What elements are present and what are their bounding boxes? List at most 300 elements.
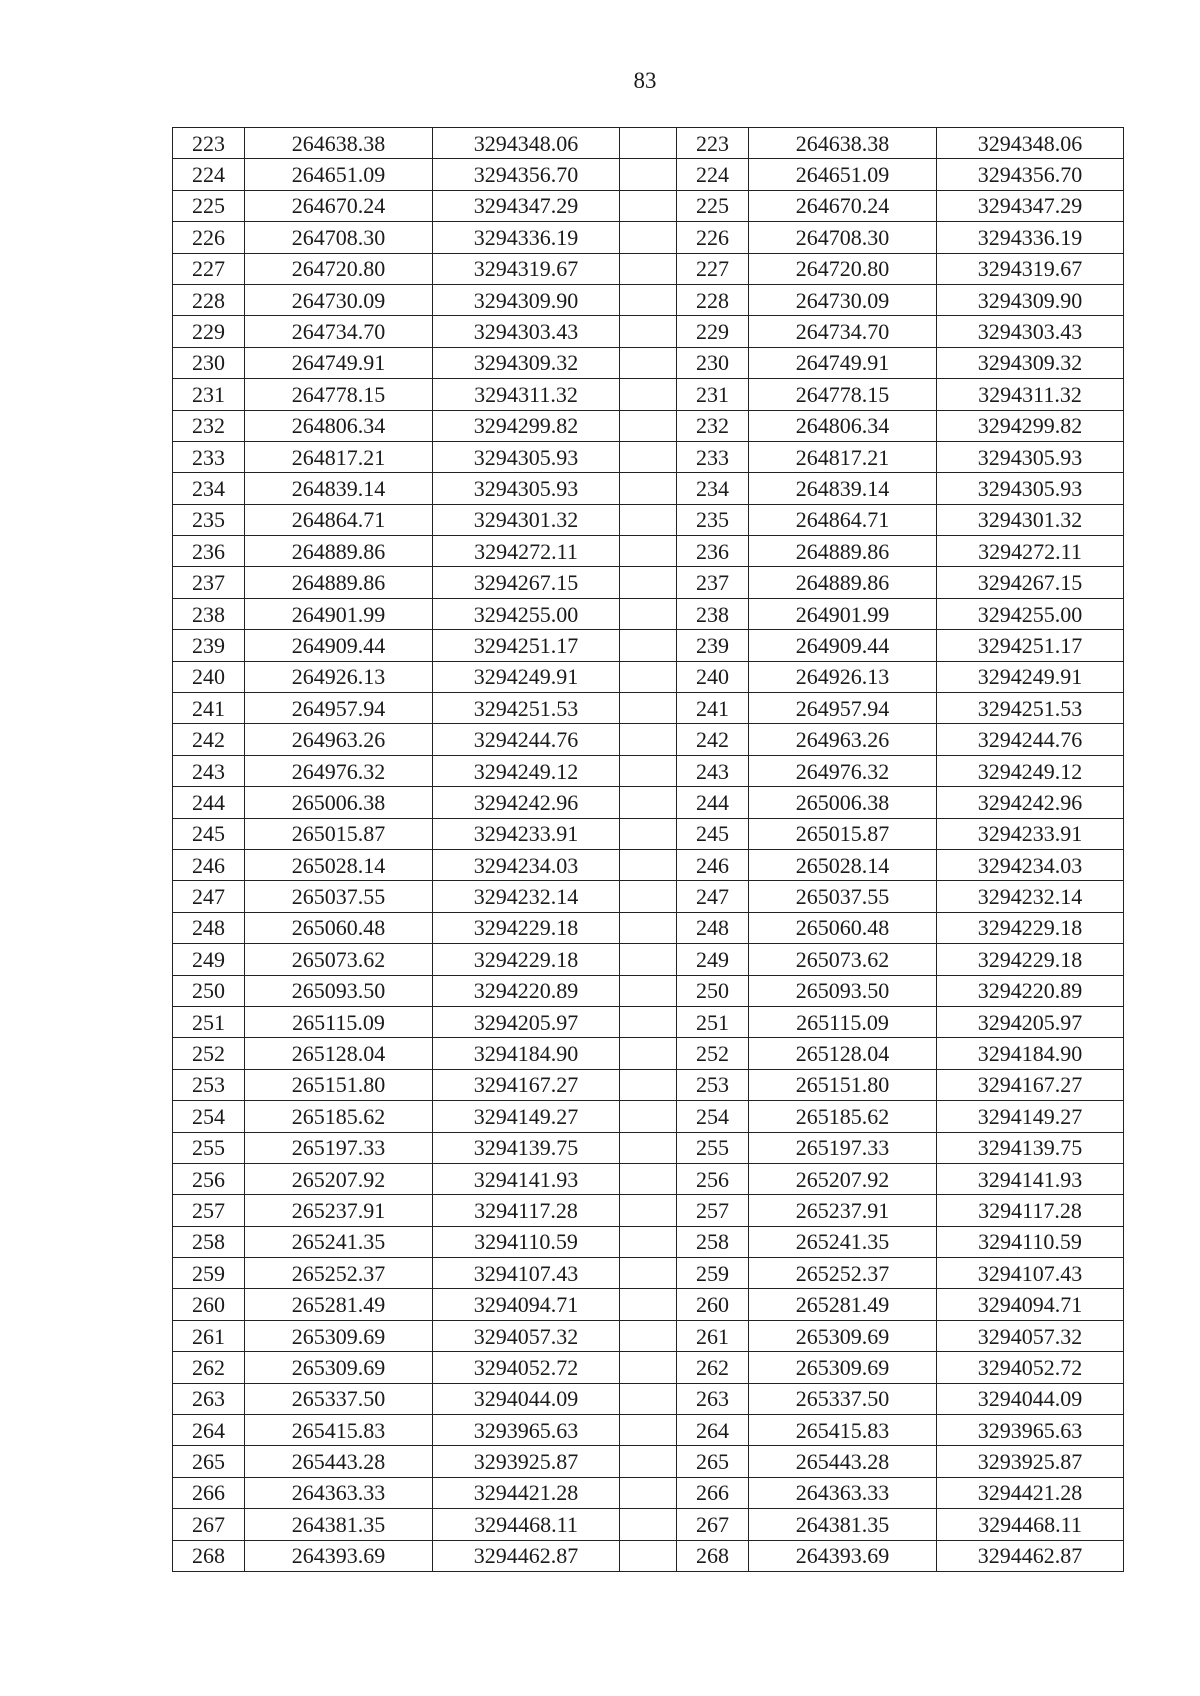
right-y-coordinate: 3294229.18 xyxy=(937,944,1124,975)
right-y-coordinate: 3294141.93 xyxy=(937,1163,1124,1194)
right-point-number: 257 xyxy=(677,1195,749,1226)
left-x-coordinate: 264839.14 xyxy=(245,473,433,504)
right-x-coordinate: 265037.55 xyxy=(749,881,937,912)
left-x-coordinate: 265252.37 xyxy=(245,1258,433,1289)
blank-separator-cell xyxy=(620,1226,677,1257)
right-y-coordinate: 3294299.82 xyxy=(937,410,1124,441)
left-point-number: 257 xyxy=(173,1195,245,1226)
left-point-number: 234 xyxy=(173,473,245,504)
blank-separator-cell xyxy=(620,1289,677,1320)
blank-separator-cell xyxy=(620,1038,677,1069)
left-y-coordinate: 3294267.15 xyxy=(433,567,620,598)
blank-separator-cell xyxy=(620,284,677,315)
right-x-coordinate: 264909.44 xyxy=(749,630,937,661)
blank-separator-cell xyxy=(620,1477,677,1508)
right-point-number: 262 xyxy=(677,1352,749,1383)
blank-separator-cell xyxy=(620,253,677,284)
left-y-coordinate: 3294229.18 xyxy=(433,944,620,975)
right-x-coordinate: 264806.34 xyxy=(749,410,937,441)
right-x-coordinate: 264901.99 xyxy=(749,598,937,629)
left-point-number: 255 xyxy=(173,1132,245,1163)
right-point-number: 243 xyxy=(677,755,749,786)
table-row xyxy=(173,724,1124,755)
right-x-coordinate: 265415.83 xyxy=(749,1415,937,1446)
right-x-coordinate: 265252.37 xyxy=(749,1258,937,1289)
right-x-coordinate: 264926.13 xyxy=(749,661,937,692)
right-y-coordinate: 3294094.71 xyxy=(937,1289,1124,1320)
right-x-coordinate: 265237.91 xyxy=(749,1195,937,1226)
table-row xyxy=(173,598,1124,629)
left-point-number: 226 xyxy=(173,222,245,253)
left-y-coordinate: 3294044.09 xyxy=(433,1383,620,1414)
left-point-number: 232 xyxy=(173,410,245,441)
blank-separator-cell xyxy=(620,1540,677,1571)
blank-separator-cell xyxy=(620,441,677,472)
left-point-number: 235 xyxy=(173,504,245,535)
right-point-number: 265 xyxy=(677,1446,749,1477)
table-row xyxy=(173,630,1124,661)
right-point-number: 261 xyxy=(677,1320,749,1351)
left-y-coordinate: 3294336.19 xyxy=(433,222,620,253)
left-x-coordinate: 264889.86 xyxy=(245,536,433,567)
table-row xyxy=(173,912,1124,943)
right-x-coordinate: 264708.30 xyxy=(749,222,937,253)
left-x-coordinate: 264638.38 xyxy=(245,128,433,159)
right-y-coordinate: 3294249.91 xyxy=(937,661,1124,692)
right-point-number: 248 xyxy=(677,912,749,943)
right-point-number: 260 xyxy=(677,1289,749,1320)
right-y-coordinate: 3294052.72 xyxy=(937,1352,1124,1383)
left-y-coordinate: 3294233.91 xyxy=(433,818,620,849)
right-point-number: 230 xyxy=(677,347,749,378)
left-x-coordinate: 264864.71 xyxy=(245,504,433,535)
right-point-number: 236 xyxy=(677,536,749,567)
table-row xyxy=(173,379,1124,410)
left-y-coordinate: 3294232.14 xyxy=(433,881,620,912)
blank-separator-cell xyxy=(620,410,677,441)
right-point-number: 240 xyxy=(677,661,749,692)
right-y-coordinate: 3294110.59 xyxy=(937,1226,1124,1257)
right-point-number: 250 xyxy=(677,975,749,1006)
blank-separator-cell xyxy=(620,849,677,880)
right-x-coordinate: 265060.48 xyxy=(749,912,937,943)
blank-separator-cell xyxy=(620,1163,677,1194)
blank-separator-cell xyxy=(620,787,677,818)
left-point-number: 261 xyxy=(173,1320,245,1351)
right-y-coordinate: 3294044.09 xyxy=(937,1383,1124,1414)
left-point-number: 241 xyxy=(173,693,245,724)
right-y-coordinate: 3294220.89 xyxy=(937,975,1124,1006)
left-point-number: 243 xyxy=(173,755,245,786)
left-point-number: 228 xyxy=(173,284,245,315)
left-point-number: 236 xyxy=(173,536,245,567)
right-x-coordinate: 264778.15 xyxy=(749,379,937,410)
left-point-number: 231 xyxy=(173,379,245,410)
table-row xyxy=(173,661,1124,692)
right-y-coordinate: 3294272.11 xyxy=(937,536,1124,567)
table-row xyxy=(173,128,1124,159)
left-y-coordinate: 3294251.17 xyxy=(433,630,620,661)
left-point-number: 258 xyxy=(173,1226,245,1257)
blank-separator-cell xyxy=(620,473,677,504)
blank-separator-cell xyxy=(620,1383,677,1414)
table-row xyxy=(173,1258,1124,1289)
table-row xyxy=(173,567,1124,598)
right-x-coordinate: 265006.38 xyxy=(749,787,937,818)
left-point-number: 238 xyxy=(173,598,245,629)
left-x-coordinate: 265207.92 xyxy=(245,1163,433,1194)
left-y-coordinate: 3294299.82 xyxy=(433,410,620,441)
blank-separator-cell xyxy=(620,944,677,975)
right-y-coordinate: 3294319.67 xyxy=(937,253,1124,284)
left-x-coordinate: 265006.38 xyxy=(245,787,433,818)
coordinates-table xyxy=(172,127,1124,1572)
table-row xyxy=(173,1195,1124,1226)
left-y-coordinate: 3294094.71 xyxy=(433,1289,620,1320)
blank-separator-cell xyxy=(620,1132,677,1163)
left-y-coordinate: 3294305.93 xyxy=(433,441,620,472)
right-y-coordinate: 3294249.12 xyxy=(937,755,1124,786)
right-x-coordinate: 265309.69 xyxy=(749,1320,937,1351)
left-point-number: 262 xyxy=(173,1352,245,1383)
left-y-coordinate: 3294184.90 xyxy=(433,1038,620,1069)
table-row xyxy=(173,881,1124,912)
right-x-coordinate: 265207.92 xyxy=(749,1163,937,1194)
right-x-coordinate: 264381.35 xyxy=(749,1509,937,1540)
left-point-number: 233 xyxy=(173,441,245,472)
right-x-coordinate: 265128.04 xyxy=(749,1038,937,1069)
left-x-coordinate: 264963.26 xyxy=(245,724,433,755)
left-y-coordinate: 3294348.06 xyxy=(433,128,620,159)
table-row xyxy=(173,1038,1124,1069)
left-y-coordinate: 3294468.11 xyxy=(433,1509,620,1540)
right-point-number: 232 xyxy=(677,410,749,441)
right-point-number: 267 xyxy=(677,1509,749,1540)
left-point-number: 227 xyxy=(173,253,245,284)
table-row xyxy=(173,284,1124,315)
blank-separator-cell xyxy=(620,1069,677,1100)
left-point-number: 248 xyxy=(173,912,245,943)
left-point-number: 263 xyxy=(173,1383,245,1414)
left-y-coordinate: 3294309.32 xyxy=(433,347,620,378)
left-x-coordinate: 265151.80 xyxy=(245,1069,433,1100)
blank-separator-cell xyxy=(620,661,677,692)
table-row xyxy=(173,1101,1124,1132)
right-y-coordinate: 3294107.43 xyxy=(937,1258,1124,1289)
left-x-coordinate: 265415.83 xyxy=(245,1415,433,1446)
left-y-coordinate: 3294309.90 xyxy=(433,284,620,315)
right-point-number: 253 xyxy=(677,1069,749,1100)
right-point-number: 241 xyxy=(677,693,749,724)
left-y-coordinate: 3294319.67 xyxy=(433,253,620,284)
left-y-coordinate: 3294272.11 xyxy=(433,536,620,567)
blank-separator-cell xyxy=(620,755,677,786)
right-point-number: 255 xyxy=(677,1132,749,1163)
table-row xyxy=(173,1132,1124,1163)
right-point-number: 246 xyxy=(677,849,749,880)
left-y-coordinate: 3294311.32 xyxy=(433,379,620,410)
left-y-coordinate: 3294167.27 xyxy=(433,1069,620,1100)
table-row xyxy=(173,849,1124,880)
right-point-number: 256 xyxy=(677,1163,749,1194)
right-point-number: 228 xyxy=(677,284,749,315)
table-row xyxy=(173,1540,1124,1571)
right-y-coordinate: 3294139.75 xyxy=(937,1132,1124,1163)
coordinates-table-body xyxy=(173,128,1124,1572)
right-y-coordinate: 3294234.03 xyxy=(937,849,1124,880)
left-point-number: 266 xyxy=(173,1477,245,1508)
right-point-number: 238 xyxy=(677,598,749,629)
right-x-coordinate: 265093.50 xyxy=(749,975,937,1006)
left-point-number: 224 xyxy=(173,159,245,190)
right-point-number: 264 xyxy=(677,1415,749,1446)
table-row xyxy=(173,1446,1124,1477)
blank-separator-cell xyxy=(620,912,677,943)
table-row xyxy=(173,1289,1124,1320)
blank-separator-cell xyxy=(620,630,677,661)
table-row xyxy=(173,253,1124,284)
left-x-coordinate: 264363.33 xyxy=(245,1477,433,1508)
left-point-number: 240 xyxy=(173,661,245,692)
right-x-coordinate: 264889.86 xyxy=(749,567,937,598)
right-point-number: 233 xyxy=(677,441,749,472)
left-point-number: 267 xyxy=(173,1509,245,1540)
left-y-coordinate: 3294347.29 xyxy=(433,190,620,221)
right-x-coordinate: 264839.14 xyxy=(749,473,937,504)
right-y-coordinate: 3294309.90 xyxy=(937,284,1124,315)
left-x-coordinate: 265093.50 xyxy=(245,975,433,1006)
left-y-coordinate: 3294255.00 xyxy=(433,598,620,629)
left-x-coordinate: 264889.86 xyxy=(245,567,433,598)
right-x-coordinate: 264720.80 xyxy=(749,253,937,284)
right-y-coordinate: 3293965.63 xyxy=(937,1415,1124,1446)
left-point-number: 251 xyxy=(173,1006,245,1037)
left-y-coordinate: 3293925.87 xyxy=(433,1446,620,1477)
right-y-coordinate: 3294348.06 xyxy=(937,128,1124,159)
left-x-coordinate: 265241.35 xyxy=(245,1226,433,1257)
page-number: 83 xyxy=(633,68,657,93)
left-point-number: 250 xyxy=(173,975,245,1006)
table-row xyxy=(173,1226,1124,1257)
left-point-number: 229 xyxy=(173,316,245,347)
right-x-coordinate: 265151.80 xyxy=(749,1069,937,1100)
right-y-coordinate: 3294233.91 xyxy=(937,818,1124,849)
left-x-coordinate: 265309.69 xyxy=(245,1352,433,1383)
left-x-coordinate: 264708.30 xyxy=(245,222,433,253)
left-y-coordinate: 3294110.59 xyxy=(433,1226,620,1257)
left-y-coordinate: 3294149.27 xyxy=(433,1101,620,1132)
right-y-coordinate: 3294057.32 xyxy=(937,1320,1124,1351)
left-y-coordinate: 3294249.91 xyxy=(433,661,620,692)
table-row xyxy=(173,1509,1124,1540)
right-point-number: 266 xyxy=(677,1477,749,1508)
right-x-coordinate: 265241.35 xyxy=(749,1226,937,1257)
table-row xyxy=(173,1415,1124,1446)
left-y-coordinate: 3294234.03 xyxy=(433,849,620,880)
left-x-coordinate: 265197.33 xyxy=(245,1132,433,1163)
blank-separator-cell xyxy=(620,1101,677,1132)
right-point-number: 237 xyxy=(677,567,749,598)
left-x-coordinate: 265337.50 xyxy=(245,1383,433,1414)
right-x-coordinate: 265281.49 xyxy=(749,1289,937,1320)
blank-separator-cell xyxy=(620,536,677,567)
left-x-coordinate: 265237.91 xyxy=(245,1195,433,1226)
right-y-coordinate: 3294305.93 xyxy=(937,473,1124,504)
left-point-number: 223 xyxy=(173,128,245,159)
left-point-number: 268 xyxy=(173,1540,245,1571)
left-point-number: 254 xyxy=(173,1101,245,1132)
table-row xyxy=(173,222,1124,253)
left-y-coordinate: 3294141.93 xyxy=(433,1163,620,1194)
left-y-coordinate: 3294305.93 xyxy=(433,473,620,504)
left-point-number: 237 xyxy=(173,567,245,598)
left-point-number: 259 xyxy=(173,1258,245,1289)
right-point-number: 227 xyxy=(677,253,749,284)
left-x-coordinate: 265185.62 xyxy=(245,1101,433,1132)
left-y-coordinate: 3294229.18 xyxy=(433,912,620,943)
left-y-coordinate: 3294052.72 xyxy=(433,1352,620,1383)
table-row xyxy=(173,975,1124,1006)
blank-separator-cell xyxy=(620,347,677,378)
right-y-coordinate: 3294255.00 xyxy=(937,598,1124,629)
blank-separator-cell xyxy=(620,1320,677,1351)
right-point-number: 251 xyxy=(677,1006,749,1037)
right-point-number: 252 xyxy=(677,1038,749,1069)
left-y-coordinate: 3294421.28 xyxy=(433,1477,620,1508)
table-row xyxy=(173,1477,1124,1508)
right-y-coordinate: 3294167.27 xyxy=(937,1069,1124,1100)
left-y-coordinate: 3293965.63 xyxy=(433,1415,620,1446)
left-x-coordinate: 264976.32 xyxy=(245,755,433,786)
left-y-coordinate: 3294220.89 xyxy=(433,975,620,1006)
right-point-number: 223 xyxy=(677,128,749,159)
right-point-number: 225 xyxy=(677,190,749,221)
right-point-number: 263 xyxy=(677,1383,749,1414)
right-y-coordinate: 3294468.11 xyxy=(937,1509,1124,1540)
left-x-coordinate: 264381.35 xyxy=(245,1509,433,1540)
blank-separator-cell xyxy=(620,316,677,347)
right-x-coordinate: 264817.21 xyxy=(749,441,937,472)
left-y-coordinate: 3294244.76 xyxy=(433,724,620,755)
left-point-number: 253 xyxy=(173,1069,245,1100)
right-point-number: 258 xyxy=(677,1226,749,1257)
right-x-coordinate: 264864.71 xyxy=(749,504,937,535)
right-point-number: 235 xyxy=(677,504,749,535)
blank-separator-cell xyxy=(620,159,677,190)
table-row xyxy=(173,504,1124,535)
left-y-coordinate: 3294057.32 xyxy=(433,1320,620,1351)
right-x-coordinate: 265115.09 xyxy=(749,1006,937,1037)
left-y-coordinate: 3294301.32 xyxy=(433,504,620,535)
left-x-coordinate: 265443.28 xyxy=(245,1446,433,1477)
left-x-coordinate: 265028.14 xyxy=(245,849,433,880)
right-y-coordinate: 3294149.27 xyxy=(937,1101,1124,1132)
right-y-coordinate: 3294301.32 xyxy=(937,504,1124,535)
blank-separator-cell xyxy=(620,1446,677,1477)
left-x-coordinate: 264670.24 xyxy=(245,190,433,221)
right-y-coordinate: 3294242.96 xyxy=(937,787,1124,818)
right-x-coordinate: 264651.09 xyxy=(749,159,937,190)
right-point-number: 247 xyxy=(677,881,749,912)
left-y-coordinate: 3294117.28 xyxy=(433,1195,620,1226)
right-x-coordinate: 264749.91 xyxy=(749,347,937,378)
left-point-number: 260 xyxy=(173,1289,245,1320)
left-x-coordinate: 264393.69 xyxy=(245,1540,433,1571)
table-row xyxy=(173,441,1124,472)
right-point-number: 234 xyxy=(677,473,749,504)
left-x-coordinate: 264806.34 xyxy=(245,410,433,441)
left-point-number: 249 xyxy=(173,944,245,975)
right-point-number: 244 xyxy=(677,787,749,818)
left-point-number: 265 xyxy=(173,1446,245,1477)
right-point-number: 229 xyxy=(677,316,749,347)
left-point-number: 239 xyxy=(173,630,245,661)
blank-separator-cell xyxy=(620,504,677,535)
blank-separator-cell xyxy=(620,818,677,849)
right-x-coordinate: 265028.14 xyxy=(749,849,937,880)
table-row xyxy=(173,159,1124,190)
right-x-coordinate: 264638.38 xyxy=(749,128,937,159)
right-y-coordinate: 3294205.97 xyxy=(937,1006,1124,1037)
left-point-number: 245 xyxy=(173,818,245,849)
right-y-coordinate: 3294117.28 xyxy=(937,1195,1124,1226)
blank-separator-cell xyxy=(620,222,677,253)
table-row xyxy=(173,1383,1124,1414)
table-row xyxy=(173,473,1124,504)
right-point-number: 224 xyxy=(677,159,749,190)
left-x-coordinate: 264778.15 xyxy=(245,379,433,410)
right-point-number: 259 xyxy=(677,1258,749,1289)
blank-separator-cell xyxy=(620,1258,677,1289)
table-row xyxy=(173,316,1124,347)
left-x-coordinate: 265281.49 xyxy=(245,1289,433,1320)
table-row xyxy=(173,1352,1124,1383)
left-x-coordinate: 265309.69 xyxy=(245,1320,433,1351)
left-x-coordinate: 265115.09 xyxy=(245,1006,433,1037)
right-y-coordinate: 3294229.18 xyxy=(937,912,1124,943)
right-x-coordinate: 265337.50 xyxy=(749,1383,937,1414)
right-y-coordinate: 3293925.87 xyxy=(937,1446,1124,1477)
right-point-number: 245 xyxy=(677,818,749,849)
right-x-coordinate: 264393.69 xyxy=(749,1540,937,1571)
right-y-coordinate: 3294232.14 xyxy=(937,881,1124,912)
right-y-coordinate: 3294347.29 xyxy=(937,190,1124,221)
right-y-coordinate: 3294251.17 xyxy=(937,630,1124,661)
table-row xyxy=(173,944,1124,975)
right-y-coordinate: 3294421.28 xyxy=(937,1477,1124,1508)
right-x-coordinate: 265197.33 xyxy=(749,1132,937,1163)
right-x-coordinate: 265073.62 xyxy=(749,944,937,975)
left-y-coordinate: 3294356.70 xyxy=(433,159,620,190)
left-point-number: 246 xyxy=(173,849,245,880)
right-y-coordinate: 3294267.15 xyxy=(937,567,1124,598)
blank-separator-cell xyxy=(620,567,677,598)
right-point-number: 249 xyxy=(677,944,749,975)
right-point-number: 242 xyxy=(677,724,749,755)
left-x-coordinate: 265073.62 xyxy=(245,944,433,975)
blank-separator-cell xyxy=(620,1509,677,1540)
left-y-coordinate: 3294205.97 xyxy=(433,1006,620,1037)
left-y-coordinate: 3294303.43 xyxy=(433,316,620,347)
left-x-coordinate: 265037.55 xyxy=(245,881,433,912)
blank-separator-cell xyxy=(620,1006,677,1037)
table-row xyxy=(173,818,1124,849)
blank-separator-cell xyxy=(620,1415,677,1446)
left-point-number: 244 xyxy=(173,787,245,818)
blank-separator-cell xyxy=(620,975,677,1006)
table-row xyxy=(173,1320,1124,1351)
left-y-coordinate: 3294251.53 xyxy=(433,693,620,724)
